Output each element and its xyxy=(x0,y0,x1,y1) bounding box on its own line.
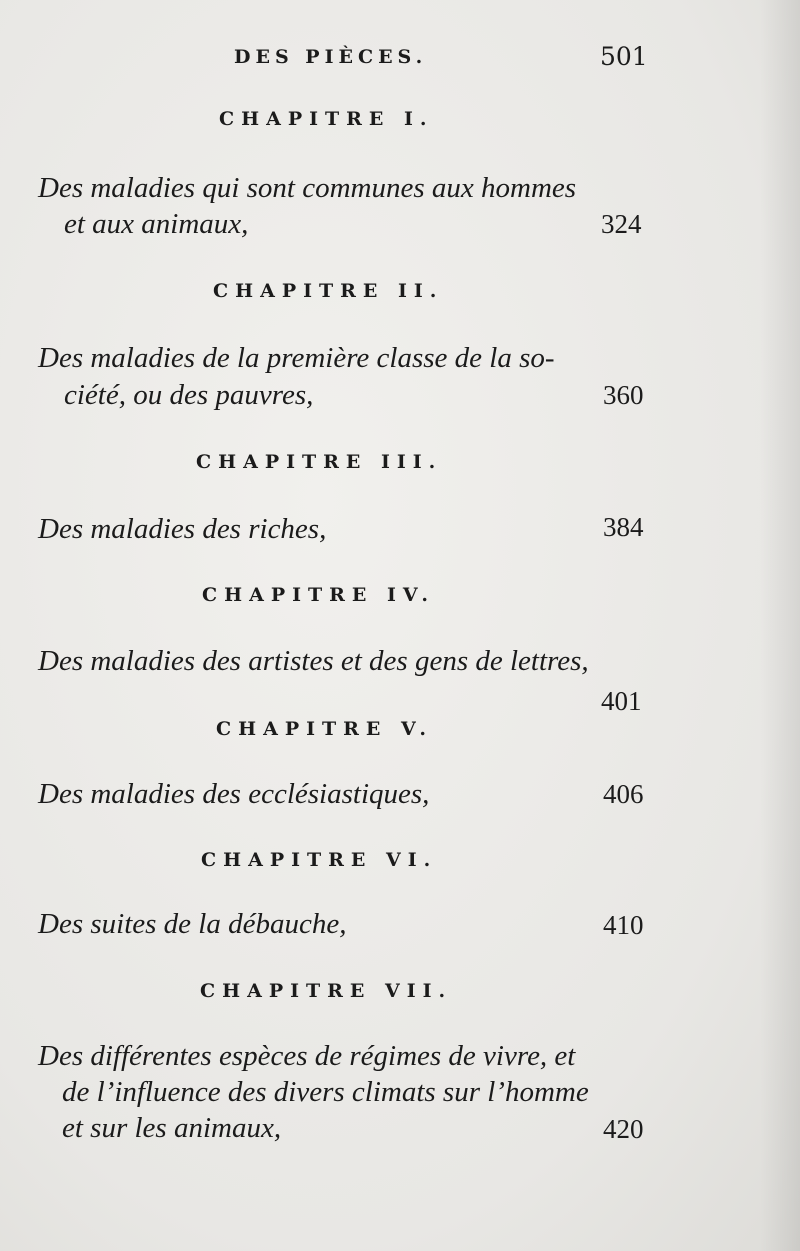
chapter-4-line-1: Des maladies des artistes et des gens de lettres, xyxy=(38,645,589,677)
page-number: 501 xyxy=(600,42,648,71)
chapter-2-page: 360 xyxy=(603,380,644,410)
chapter-heading-7: CHAPITRE VII. xyxy=(200,980,453,1002)
chapter-4-page: 401 xyxy=(601,686,642,716)
chapter-1-line-1: Des maladies qui sont communes aux hommes xyxy=(38,172,577,204)
chapter-3-page: 384 xyxy=(603,512,644,542)
running-title: DES PIÈCES. xyxy=(234,46,428,68)
chapter-3-line-1: Des maladies des riches, xyxy=(38,513,327,545)
page-edge-shadow xyxy=(760,0,800,1251)
chapter-heading-4: CHAPITRE IV. xyxy=(202,584,435,606)
chapter-5-page: 406 xyxy=(603,779,644,809)
chapter-2-line-1: Des maladies de la première classe de la so- xyxy=(38,342,555,374)
chapter-6-page: 410 xyxy=(603,910,644,940)
chapter-1-page: 324 xyxy=(601,209,642,239)
chapter-heading-6: CHAPITRE VI. xyxy=(201,849,438,871)
chapter-7-page: 420 xyxy=(603,1114,644,1144)
chapter-heading-3: CHAPITRE III. xyxy=(196,451,443,473)
chapter-7-line-3: et sur les animaux, xyxy=(62,1112,282,1144)
chapter-6-line-1: Des suites de la débauche, xyxy=(38,908,347,940)
running-header xyxy=(0,42,800,82)
chapter-heading-5: CHAPITRE V. xyxy=(216,718,434,740)
chapter-7-line-1: Des différentes espèces de régimes de vivre, et xyxy=(38,1040,576,1072)
chapter-heading-1: CHAPITRE I. xyxy=(219,108,434,130)
chapter-heading-2: CHAPITRE II. xyxy=(213,280,444,302)
chapter-1-line-2: et aux animaux, xyxy=(64,208,249,240)
chapter-5-line-1: Des maladies des ecclésiastiques, xyxy=(38,778,430,810)
chapter-2-line-2: ciété, ou des pauvres, xyxy=(64,379,314,411)
chapter-7-line-2: de l’influence des divers climats sur l’homme xyxy=(62,1076,589,1108)
